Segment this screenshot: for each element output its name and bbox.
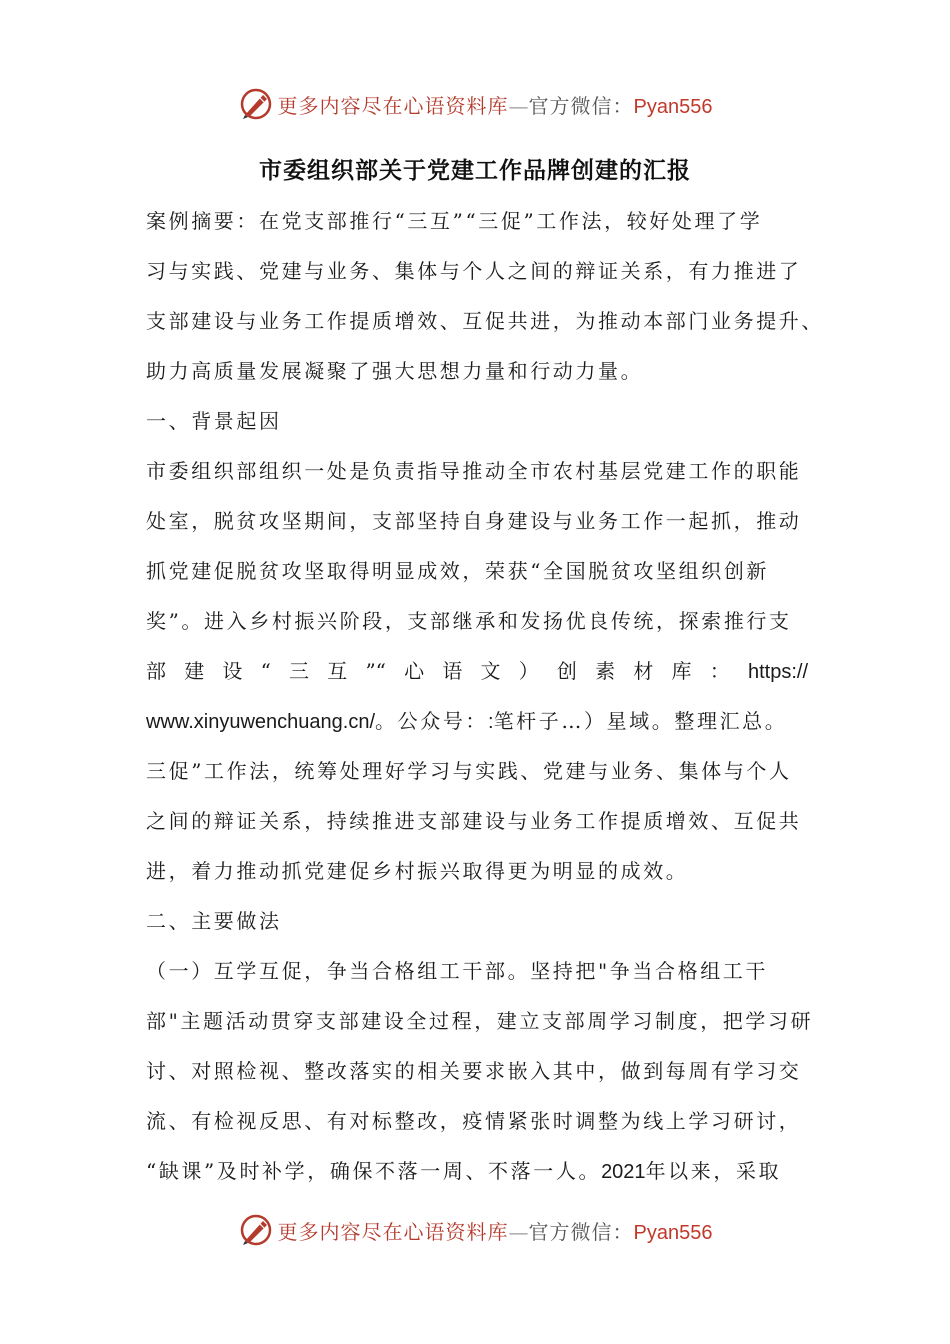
watermark-main-text: 更多内容尽在心语资料库 [277, 93, 509, 118]
watermark-dash: — [508, 1219, 529, 1244]
body-line: www.xinyuwenchuang.cn/。公众号：:笔杆子…）星域。整理汇总。 [146, 709, 788, 733]
body-line: 之间的辩证关系，持续推进支部建设与业务工作提质增效、互促共 [146, 809, 802, 833]
body-line: 部建设“三互”“心语文）创素材库：https:// [146, 659, 808, 683]
section-heading: 一、背景起因 [146, 409, 282, 433]
body-line: 奖”。进入乡村振兴阶段，支部继承和发扬优良传统，探索推行支 [146, 609, 792, 633]
section-heading: 二、主要做法 [146, 909, 282, 933]
body-line: 支部建设与业务工作提质增效、互促共进，为推动本部门业务提升、 [146, 309, 824, 333]
header-watermark-banner [0, 84, 950, 124]
pen-logo-icon [238, 86, 274, 122]
watermark-wechat-id: Pyan556 [633, 95, 713, 118]
pen-logo-icon [238, 1212, 274, 1248]
body-line: 流、有检视反思、有对标整改，疫情紧张时调整为线上学习研讨， [146, 1109, 802, 1133]
document-title: 市委组织部关于党建工作品牌创建的汇报 [259, 157, 691, 184]
body-line: “缺课”及时补学，确保不落一周、不落一人。2021年以来，采取 [146, 1159, 782, 1183]
body-line: 习与实践、党建与业务、集体与个人之间的辩证关系，有力推进了 [146, 259, 802, 283]
watermark-wechat-id: Pyan556 [633, 1221, 713, 1244]
body-line: 助力高质量发展凝聚了强大思想力量和行动力量。 [146, 359, 644, 383]
watermark-wechat-label: 官方微信： [528, 1219, 634, 1244]
body-line: 案例摘要：在党支部推行“三互”“三促”工作法，较好处理了学 [146, 209, 763, 233]
watermark-dash: — [508, 93, 529, 118]
document-body [146, 196, 824, 1196]
body-line: 部"主题活动贯穿支部建设全过程，建立支部周学习制度，把学习研 [146, 1009, 814, 1033]
body-line: 讨、对照检视、整改落实的相关要求嵌入其中，做到每周有学习交 [146, 1059, 802, 1083]
watermark-main-text: 更多内容尽在心语资料库 [277, 1219, 509, 1244]
watermark-text [278, 1216, 713, 1245]
body-line: 市委组织部组织一处是负责指导推动全市农村基层党建工作的职能 [146, 459, 802, 483]
body-line: （一）互学互促，争当合格组工干部。坚持把"争当合格组工干 [146, 959, 768, 983]
body-line: 三促”工作法，统筹处理好学习与实践、党建与业务、集体与个人 [146, 759, 792, 783]
body-line: 抓党建促脱贫攻坚取得明显成效，荣获“全国脱贫攻坚组织创新 [146, 559, 770, 583]
watermark-text [278, 90, 713, 119]
body-line: 处室，脱贫攻坚期间，支部坚持自身建设与业务工作一起抓，推动 [146, 509, 802, 533]
body-line: 进，着力推动抓党建促乡村振兴取得更为明显的成效。 [146, 859, 689, 883]
footer-watermark-banner [0, 1210, 950, 1250]
watermark-wechat-label: 官方微信： [528, 93, 634, 118]
